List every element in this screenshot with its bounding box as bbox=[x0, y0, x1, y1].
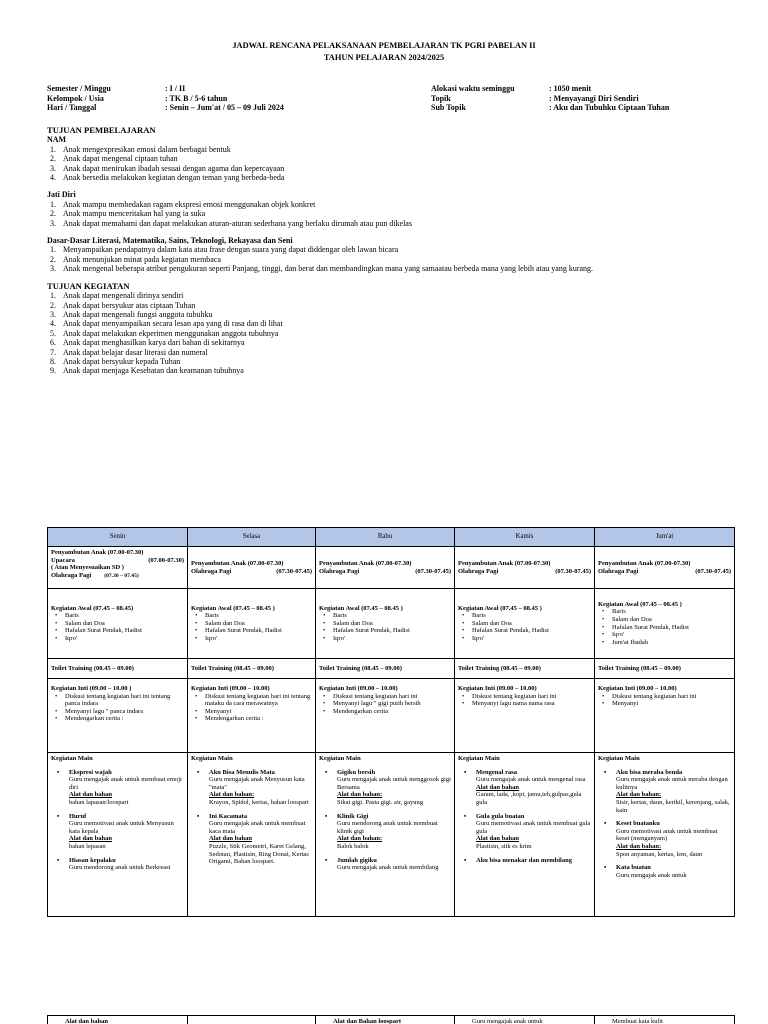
day-header-rabu: Rabu bbox=[316, 528, 455, 547]
olahraga-line: Olahraga Pagi (07.30-07.45) bbox=[319, 567, 451, 575]
kegiatan-main-label: Kegiatan Main bbox=[598, 755, 640, 762]
kegiatan-inti-list bbox=[458, 693, 591, 708]
kegiatan-awal-list bbox=[319, 612, 451, 642]
table-cell bbox=[316, 547, 455, 589]
table-cell bbox=[48, 547, 188, 589]
meta-key: Sub Topik bbox=[431, 103, 466, 112]
activity-item: ▪ Gula gula buatan Guru memotivasi anak untuk membuat gula gula Alat dan bahan Plastisin, stik es krim bbox=[462, 813, 591, 851]
table-cell bbox=[188, 753, 316, 917]
list-item: • Hafalan Surat Pendak, Hadist bbox=[195, 627, 312, 635]
list-item: • Menyanyi bbox=[602, 700, 731, 708]
list-item: 8. Anak dapat bersyukur kepada Tuhan bbox=[50, 356, 181, 366]
literasi-heading: Dasar-Dasar Literasi, Matematika, Sains, Teknologi, Rekayasa dan Seni bbox=[47, 236, 293, 246]
table-cell bbox=[316, 753, 455, 917]
meta-row bbox=[431, 94, 731, 104]
meta-row bbox=[47, 103, 377, 113]
list-item: • Jum'at Ibadah bbox=[602, 639, 731, 647]
kegiatan-main-list bbox=[458, 769, 591, 865]
nam-heading: NAM bbox=[47, 135, 67, 145]
kegiatan-inti-list bbox=[51, 693, 184, 723]
day-header-jumat: Jum'at bbox=[595, 528, 735, 547]
table-cell bbox=[595, 547, 735, 589]
tujuan-kegiatan-list bbox=[47, 291, 737, 376]
kegiatan-main-list bbox=[51, 769, 184, 872]
table-cell bbox=[595, 679, 735, 753]
kegiatan-main-list bbox=[191, 769, 312, 866]
meta-row bbox=[431, 84, 731, 94]
activity-item: ▪ Aku bisa meraba benda Guru mengajak anak untuk meraba dengan kulitnya Alat dan bahan: Sisir, kertas, daun, kerikil, kerenjang, salak, kain bbox=[602, 769, 731, 815]
kegiatan-awal-label: Kegiatan Awal (07.45 – 08.45) bbox=[51, 604, 134, 612]
kegiatan-main-list bbox=[319, 769, 451, 872]
objectives-section bbox=[47, 126, 737, 376]
kegiatan-inti-label: Kegiatan Inti (09.00 – 10.00) bbox=[458, 685, 537, 692]
activity-item: ▪ Kata buatan Guru mengajak anak untuk bbox=[602, 864, 731, 879]
list-item: • Iqro' bbox=[602, 631, 731, 639]
list-item: • Hafalan Surat Pendak, Hadist bbox=[323, 627, 451, 635]
list-item: 4. Anak bersedia melakukan kegiatan dengan teman yang berbeda-beda bbox=[50, 173, 285, 183]
penyambutan-label: Penyambutan Anak (07.00-07.30) bbox=[319, 559, 412, 567]
day-header-selasa: Selasa bbox=[188, 528, 316, 547]
list-item: • Diskusi tentang kegiatan hari ini bbox=[602, 693, 731, 701]
list-item: • Baris bbox=[195, 612, 312, 620]
list-item: 2. Anak mampu menceritakan hal yang ia suka bbox=[50, 209, 206, 219]
tujuan-pembelajaran-heading: TUJUAN PEMBELAJARAN bbox=[47, 125, 156, 135]
activity-item: ▪ Keset buatanku Guru memotivasi anak untuk membuat keset (menganyam) Alat dan bahan: Spon anyaman, kertas, lem, daun bbox=[602, 820, 731, 858]
activity-item: ▪ Ekspresi wajah Guru mengajak anak untuk membuat emoji diri Alat dan bahan bahan lapasan/loospart bbox=[55, 769, 184, 807]
kegiatan-awal-row bbox=[48, 589, 735, 659]
list-item: • Diskusi tentang kegiatan hari ini bbox=[462, 693, 591, 701]
kegiatan-awal-list bbox=[458, 612, 591, 642]
list-item: 2. Anak dapat mengenal ciptaan tuhan bbox=[50, 154, 178, 164]
table-cell bbox=[595, 753, 735, 917]
table-cell: Toilet Training (08.45 – 09.00) bbox=[595, 659, 735, 679]
list-item: 1. Menyampaikan pendapatnya dalam kata atau frase dengan suara yang dapat diddengar oleh lawan bicara bbox=[50, 245, 399, 255]
list-item: 1. Anak mampu membedakan ragam ekspresi emosi menggunakan objek konkret bbox=[50, 199, 316, 209]
table-cell: Membuat kata kulit bbox=[595, 1016, 735, 1024]
table-cell: Toilet Training (08.45 – 09.00) bbox=[316, 659, 455, 679]
table-cell: Alat dan bahan bbox=[48, 1016, 188, 1024]
list-item: • Menyanyi lagu " panca indara bbox=[55, 708, 184, 716]
penyambutan-label: Penyambutan Anak (07.00-07.30) bbox=[191, 559, 284, 567]
list-item: • Mendengarkan cerita : bbox=[55, 715, 184, 723]
kegiatan-inti-list bbox=[319, 693, 451, 716]
meta-key: Topik bbox=[431, 93, 451, 103]
kegiatan-inti-label: Kegiatan Inti (09.00 – 10.00) bbox=[319, 685, 398, 692]
day-header-senin: Senin bbox=[48, 528, 188, 547]
list-item: • Baris bbox=[323, 612, 451, 620]
kegiatan-inti-list bbox=[598, 693, 731, 708]
kegiatan-main-label: Kegiatan Main bbox=[319, 755, 361, 762]
list-item: 1. Anak dapat mengenali dirinya sendiri bbox=[50, 291, 184, 301]
table-cell: Toilet Training (08.45 – 09.00) bbox=[188, 659, 316, 679]
list-item: 4. Anak dapat menyampaikan secara lesan apa yang di rasa dan di lihat bbox=[50, 319, 283, 329]
table-cell bbox=[455, 589, 595, 659]
meta-key: Alokasi waktu seminggu bbox=[431, 84, 515, 93]
schedule-header-row bbox=[48, 528, 735, 547]
list-item: • Mendengarkan cerita bbox=[323, 708, 451, 716]
meta-key: Semester / Minggu bbox=[47, 84, 111, 93]
title-line-1: JADWAL RENCANA PELAKSANAAN PEMBELAJARAN TK PGRI PABELAN II bbox=[232, 41, 536, 50]
penyambutan-label: Penyambutan Anak (07.00-07.30) bbox=[51, 549, 144, 556]
olahraga-line: Olahraga Pagi (07.30-07.45) bbox=[598, 567, 731, 575]
list-item: 3. Anak mengenal beberapa atribut pengukuran seperti Panjang, tinggi, dan berat dan membandingkan mana yang samaatau berbeda mana yang lebih atau yang kurang. bbox=[50, 264, 594, 274]
kegiatan-inti-label: Kegiatan Inti (09.00 – 10.00 ) bbox=[51, 685, 132, 692]
list-item: • Mendengarkan cerita : bbox=[195, 715, 312, 723]
list-item: • Salam dan Doa bbox=[323, 620, 451, 628]
list-item: • Menyanyi lagu nama nama rasa bbox=[462, 700, 591, 708]
jati-diri-list bbox=[47, 200, 737, 228]
activity-item: ▪ Ini Kacamata Guru mengajak anak untuk membuat kaca mata Alat dan bahan Puzzle, Stik Geometri, Karet Gelang, Sedotan, Plastisin, Ring Donat, Kertas Origami, Bahan loospart. bbox=[195, 813, 312, 866]
list-item: • Menyanyi bbox=[195, 708, 312, 716]
list-item: • Diskusi tentang kegiatan hari ini tentang panca indara bbox=[55, 693, 184, 708]
activity-item: ▪ Aku bisa menakar dan membilang bbox=[462, 857, 591, 865]
table-cell bbox=[455, 753, 595, 917]
table-cell bbox=[316, 589, 455, 659]
activity-item: ▪ Gigiku bersih Guru mengajak anak untuk menggosok gigi Bersama Alat dan bahan: Sikat gigi. Pasta gigi. air, gayung bbox=[323, 769, 451, 807]
activity-item: ▪ Mengenal rasa Guru mengajak anak untuk mengenal rasa Alat dan bahan Garam, lada, ,kopi, jamu,teh,gulpas,gula gula bbox=[462, 769, 591, 807]
table-cell bbox=[188, 1016, 316, 1024]
schedule-table bbox=[47, 527, 735, 917]
kegiatan-awal-list bbox=[191, 612, 312, 642]
meta-value: : I / II bbox=[165, 84, 186, 93]
schedule-table-continued bbox=[47, 1015, 735, 1024]
list-item: 7. Anak dapat belajar dasar literasi dan numeral bbox=[50, 347, 208, 357]
list-item: 5. Anak dapat melakukan ekperimen menggunakan anggota tubuhnya bbox=[50, 328, 279, 338]
olahraga-line: Olahraga Pagi (07.30 – 07.45) bbox=[51, 571, 139, 579]
list-item: • Iqro' bbox=[195, 635, 312, 643]
penyambutan-label: Penyambutan Anak (07.00-07.30) bbox=[458, 559, 551, 567]
meta-value: : 1050 menit bbox=[549, 84, 592, 93]
list-item: • Hafalan Surat Pendak, Hadist bbox=[462, 627, 591, 635]
activity-item: ▪ Jumlah gigiku Guru mengajak anak untuk membilang bbox=[323, 857, 451, 872]
kegiatan-awal-label: Kegiatan Awal (07.45 – 08.45 ) bbox=[598, 600, 682, 608]
list-item: 2. Anak dapat bersyukur atas ciptaan Tuhan bbox=[50, 300, 196, 310]
kegiatan-inti-row bbox=[48, 679, 735, 753]
kegiatan-awal-list bbox=[51, 612, 184, 642]
list-item: • Salam dan Doa bbox=[195, 620, 312, 628]
table-cell: Alat dan Bahan loospart bbox=[316, 1016, 455, 1024]
list-item: 1. Anak mengexpresikan emosi dalam berbagai bentuk bbox=[50, 144, 231, 154]
activity-item: ▪ Hiasan kepalaku Guru mendorong anak untuk Berkreasi bbox=[55, 857, 184, 872]
nam-list bbox=[47, 145, 737, 183]
penyambutan-row bbox=[48, 547, 735, 589]
kegiatan-inti-label: Kegiatan Inti (09.00 – 10.00) bbox=[598, 685, 677, 692]
table-cell bbox=[595, 589, 735, 659]
meta-value: : TK B / 5-6 tahun bbox=[165, 93, 228, 103]
list-item: • Diskusi tentang kegiatan hari ini bbox=[323, 693, 451, 701]
table-row bbox=[48, 1016, 735, 1024]
day-header-kamis: Kamis bbox=[455, 528, 595, 547]
list-item: 3. Anak dapat memahami dan dapat melakukan aturan-aturan sederhana yang berlaku dirumah atau pun dikelas bbox=[50, 218, 412, 228]
kegiatan-inti-list bbox=[191, 693, 312, 723]
list-item: • Menyanyi lagu " gigi putih bersih bbox=[323, 700, 451, 708]
penyambutan-label: Penyambutan Anak (07.00-07.30) bbox=[598, 559, 691, 567]
table-cell bbox=[455, 679, 595, 753]
table-cell bbox=[316, 679, 455, 753]
toilet-training-row bbox=[48, 659, 735, 679]
meta-row bbox=[47, 94, 377, 104]
table-cell bbox=[188, 679, 316, 753]
activity-item: ▪ Aku Bisa Menulis Mata Guru mengajak anak Menyusun kata "mata" Alat dan bahan: Krayon, Spidol, kertas, bahan loospart bbox=[195, 769, 312, 807]
olahraga-line: Olahraga Pagi (07.30-07.45) bbox=[458, 567, 591, 575]
kegiatan-awal-label: Kegiatan Awal (07.45 – 08.45 ) bbox=[191, 604, 275, 612]
list-item: • Iqro' bbox=[323, 635, 451, 643]
kegiatan-main-list bbox=[598, 769, 731, 880]
kegiatan-inti-label: Kegiatan Inti (09.00 – 10.00) bbox=[191, 685, 270, 692]
table-cell bbox=[188, 547, 316, 589]
olahraga-line: Olahraga Pagi (07.30-07.45) bbox=[191, 567, 312, 575]
list-item: • Baris bbox=[55, 612, 184, 620]
table-cell: Toilet Training (08.45 – 09.00) bbox=[48, 659, 188, 679]
literasi-list bbox=[47, 245, 737, 273]
list-item: 9. Anak dapat menjaga Kesehatan dan keamanan tubuhnya bbox=[50, 366, 244, 376]
table-cell bbox=[455, 547, 595, 589]
kegiatan-main-row bbox=[48, 753, 735, 917]
upacara-note: ( Atau Menyesuaikan SD ) bbox=[51, 564, 124, 572]
list-item: • Diskusi tentang kegiatan hari ini tentang mataku da cara merawatnya bbox=[195, 693, 312, 708]
list-item: • Hafalan Surat Pendak, Hadist bbox=[55, 627, 184, 635]
list-item: 2. Anak menunjukan minat pada kegiatan membaca bbox=[50, 254, 221, 264]
list-item: 6. Anak dapat menghasilkan karya dari bahan di sekitarnya bbox=[50, 338, 245, 348]
list-item: 3. Anak dapat mengenali fungsi anggota tubuhku bbox=[50, 309, 213, 319]
kegiatan-awal-label: Kegiatan Awal (07.45 – 08.45 ) bbox=[319, 604, 403, 612]
activity-item: ▪ Huruf Guru memotivasi anak untuk Menyusun kata kepala Alat dan bahan bahan lepasan bbox=[55, 813, 184, 851]
kegiatan-awal-label: Kegiatan Awal (07.45 – 08.45 ) bbox=[458, 604, 542, 612]
table-cell: Guru mengajak anak untuk bbox=[455, 1016, 595, 1024]
list-item: • Iqro' bbox=[55, 635, 184, 643]
table-cell bbox=[48, 679, 188, 753]
table-cell bbox=[48, 753, 188, 917]
title-line-2: TAHUN PELAJARAN 2024/2025 bbox=[323, 53, 445, 62]
meta-value: : Aku dan Tubuhku Ciptaan Tuhan bbox=[549, 103, 670, 112]
list-item: • Hafalan Surat Pendak, Hadist bbox=[602, 624, 731, 632]
meta-right bbox=[431, 84, 731, 113]
meta-value: : Senin – Jum'at / 05 – 09 Juli 2024 bbox=[165, 103, 284, 112]
kegiatan-awal-list bbox=[598, 608, 731, 646]
list-item: • Salam dan Doa bbox=[602, 616, 731, 624]
meta-row bbox=[47, 84, 377, 94]
table-cell bbox=[48, 589, 188, 659]
kegiatan-main-label: Kegiatan Main bbox=[51, 755, 93, 762]
table-cell bbox=[188, 589, 316, 659]
jati-diri-heading: Jati Diri bbox=[47, 190, 76, 200]
list-item: • Baris bbox=[602, 608, 731, 616]
list-item: 3. Anak dapat menirukan ibadah sesuai dengan agama dan kepercayaan bbox=[50, 163, 285, 173]
document-title bbox=[0, 40, 768, 64]
meta-left bbox=[47, 84, 377, 113]
table-cell: Toilet Training (08.45 – 09.00) bbox=[455, 659, 595, 679]
list-item: • Baris bbox=[462, 612, 591, 620]
kegiatan-main-label: Kegiatan Main bbox=[458, 755, 500, 762]
list-item: • Salam dan Doa bbox=[462, 620, 591, 628]
meta-value: : Menyayangi Diri Sendiri bbox=[549, 93, 639, 103]
meta-key: Hari / Tanggal bbox=[47, 103, 97, 112]
kegiatan-main-label: Kegiatan Main bbox=[191, 755, 233, 762]
meta-row bbox=[431, 103, 731, 113]
list-item: • Iqro' bbox=[462, 635, 591, 643]
list-item: • Salam dan Doa bbox=[55, 620, 184, 628]
meta-key: Kelompok / Usia bbox=[47, 93, 104, 103]
tujuan-kegiatan-heading: TUJUAN KEGIATAN bbox=[47, 280, 130, 291]
activity-item: ▪ Klinik Gigi Guru mendorong anak untuk membuat klinik gigi Alat dan bahan: Balok balok bbox=[323, 813, 451, 851]
upacara-line: Upacara (07.00-07.30) bbox=[51, 556, 184, 564]
